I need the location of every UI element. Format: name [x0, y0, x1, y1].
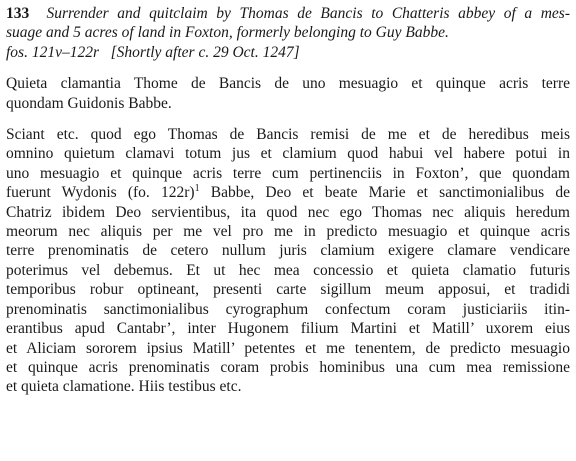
- folio-reference: fos. 121v–122r: [6, 43, 99, 61]
- entry-date: [Shortly after c. 29 Oct. 1247]: [110, 43, 300, 61]
- body-line-7: terre prenominatis de cetero nullum juris clamium exigere clamare vendicare: [6, 242, 570, 260]
- body-line-10: prenominatis sanctimonialibus cyrographum confectum coram justiciariis itin-: [6, 300, 570, 318]
- heading-line-1: [6, 4, 570, 23]
- body-line-5: Chatriz ibidem Deo servientibus, ita quod nec ego Thomas nec aliquis heredum: [6, 203, 570, 221]
- body-line-1: Sciant etc. quod ego Thomas de Bancis remisi de me et de heredibus meis: [6, 126, 570, 144]
- body-line-3: uno mesuagio et quinque acris terre cum pertinenciis in Foxton’, que quondam: [6, 164, 570, 182]
- entry-number: 133: [6, 5, 30, 22]
- body-line-2: omnino quietum clamavi totum jus et clamium quod habui vel habere potui in: [6, 145, 570, 163]
- body-line-12: et Aliciam sororem ipsius Matill’ petentes et me tenentem, de predicto mesuagio: [6, 339, 570, 357]
- spacer: [6, 62, 570, 74]
- body-line-13: et quinque acris prenominatis coram probis hominibus una cum mea remissione: [6, 358, 570, 376]
- entry-heading: [6, 4, 570, 62]
- footnote-marker: 1: [194, 183, 200, 195]
- heading-line-2: suage and 5 acres of land in Foxton, formerly belonging to Guy Babbe.: [6, 24, 449, 42]
- heading-text-1: Surrender and quitclaim by Thomas de Bancis to Chatteris abbey of a mes-: [46, 5, 570, 22]
- charter-text: [6, 125, 570, 397]
- body-line-14: et quieta clamatione. Hiis testibus etc.: [6, 378, 242, 396]
- body-line-4: [6, 183, 570, 202]
- document-page: [6, 4, 570, 397]
- body-line-9: temporibus robur optineant, presenti carte sigillum meum apposui, et tradidi: [6, 281, 570, 299]
- body-line-4-start: fuerunt Wydonis (fo. 122r): [6, 184, 195, 202]
- body-line-4-end: Babbe, Deo et beate Marie et sanctimonialibus de: [210, 184, 571, 202]
- folio-and-date: [6, 43, 570, 62]
- spacer: [6, 113, 570, 125]
- rubric: [6, 74, 570, 113]
- body-line-8: poterimus vel debemus. Et ut hec mea concessio et quieta clamatio futuris: [6, 261, 570, 279]
- rubric-line-1: Quieta clamantia Thome de Bancis de uno mesuagio et quinque acris terre: [6, 75, 570, 93]
- rubric-line-2: quondam Guidonis Babbe.: [6, 94, 172, 112]
- body-line-11: erantibus apud Cantabr’, inter Hugonem filium Martini et Matill’ uxorem eius: [6, 320, 570, 338]
- body-line-6: meorum nec aliquis per me vel pro me in predicto mesuagio et quinque acris: [6, 223, 570, 241]
